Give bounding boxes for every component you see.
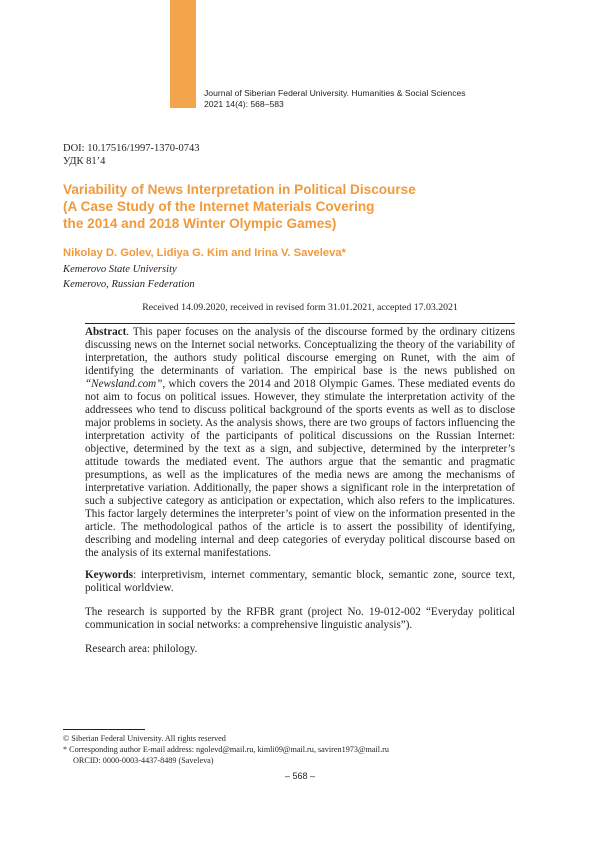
doi: DOI: 10.17516/1997-1370-0743 [63,143,200,154]
affiliation-university: Kemerovo State University [63,264,177,275]
research-area: Research area: philology. [85,643,198,655]
authors: Nikolay D. Golev, Lidiya G. Kim and Irina V. Saveleva* [63,247,346,259]
udk: УДК 81’4 [63,156,106,167]
orcid-note: ORCID: 0000-0003-4437-8489 (Saveleva) [73,756,214,765]
journal-issue: 2021 14(4): 568–583 [204,99,284,109]
abstract-source: “Newsland.com” [85,378,163,390]
article-body [85,326,515,656]
title-line: Variability of News Interpretation in Political Discourse [63,182,416,197]
abstract-label: Abstract [85,326,127,338]
article-identifiers [63,142,200,168]
affiliation-location: Kemerovo, Russian Federation [63,279,195,290]
journal-name: Journal of Siberian Federal University. Humanities & Social Sciences [204,88,466,98]
received-dates: Received 14.09.2020, received in revised form 31.01.2021, accepted 17.03.2021 [142,302,458,313]
grant-note: The research is supported by the RFBR grant (project No. 19-012-002 “Everyday political communication in social networks: a comprehensive linguistic analysis”). [85,606,515,631]
keywords-text: : interpretivism, internet commentary, semantic block, semantic zone, source text, political worldview. [85,569,515,594]
footnotes [63,733,389,766]
keywords [85,569,515,595]
page-number: – 568 – [284,771,316,781]
title-line: the 2014 and 2018 Winter Olympic Games) [63,216,337,231]
abstract-text: . This paper focuses on the analysis of the discourse formed by the ordinary citizens discussing news on the Internet social networks. Conceptualizing the theory of the variability of interpretation, the authors study political discourse emerging on Runet, with the aim of identifying the determinants of variation. The empirical base is the news published on [85,326,515,377]
title-line: (A Case Study of the Internet Materials Covering [63,199,375,214]
affiliation [63,262,195,292]
abstract-text-continued: , which covers the 2014 and 2018 Olympic Games. These mediated events do not aim to focus on political issues. However, they stimulate the interpretation activity of the addressees who tend to discuss political background of the sports events as well as to disclose major problems in society. As the analysis shows, there are two groups of factors influencing the interpretation activity of the participants of political discussions on the Russian Internet: objective, determined by the text as a sign, and subjective, determined by the interpreter’s attitude towards the mediated event. The authors argue that the semantic and pragmatic presumptions, as well as the implicatures of the media news are among the mechanisms of interpretative variation. Additionally, the paper shows a significant role in the interpretation of such a subjective category as anticipation or expectation, which also refers to the implicatures. This factor largely determines the interpreter’s point of view on the information presented in the article. The methodological pathos of the article is to assert the possibility of identifying, describing and modeling internal and deep categories of everyday political discourse based on the analysis of its external manifestations. [85,378,515,559]
journal-header [204,88,466,110]
header-accent-bar [170,0,196,108]
corresponding-author-note: * Corresponding author E-mail address: ngolevd@mail.ru, kimli09@mail.ru, saviren1973@mail.ru [63,745,389,754]
footnote-divider [63,729,145,730]
keywords-label: Keywords [85,569,134,581]
article-title [63,181,483,232]
copyright-note: © Siberian Federal University. All rights reserved [63,734,226,743]
abstract [85,326,515,560]
abstract-divider [85,323,515,324]
